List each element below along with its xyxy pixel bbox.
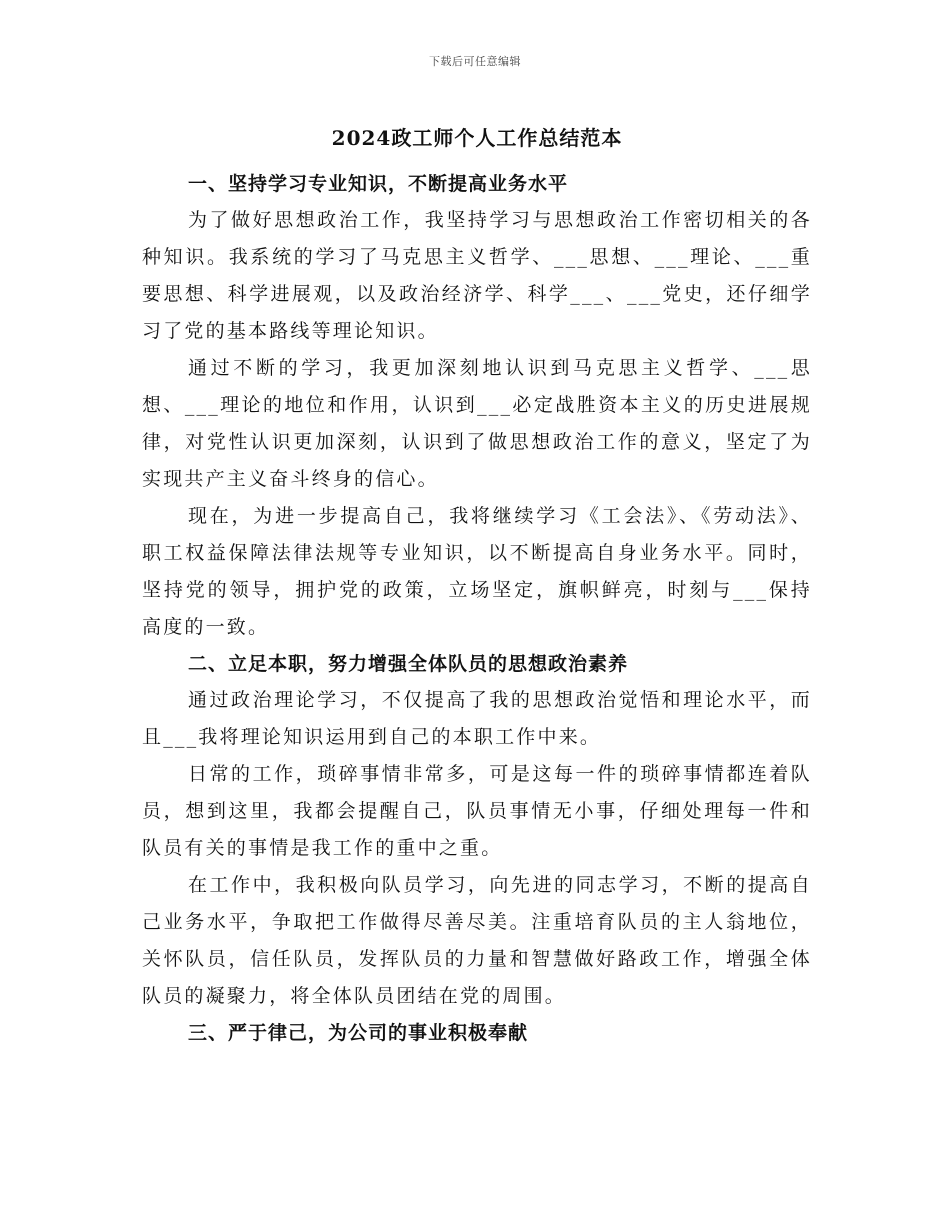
section-2-paragraph-3: 在工作中，我积极向队员学习，向先进的同志学习，不断的提高自己业务水平，争取把工作做得尽善尽美。注重培育队员的主人翁地位，关怀队员，信任队员，发挥队员的力量和智慧做好路政工作，增强全体队员的凝聚力，将全体队员团结在党的周围。 (142, 874, 812, 1007)
document-title: 2024政工师个人工作总结范本 (331, 126, 623, 150)
section-heading-3: 三、严于律己，为公司的事业积极奉献 (188, 1022, 529, 1044)
section-heading-2: 二、立足本职，努力增强全体队员的思想政治素养 (188, 653, 629, 675)
section-1-paragraph-3: 现在，为进一步提高自己，我将继续学习《工会法》、《劳动法》、职工权益保障法律法规等专业知识，以不断提高自身业务水平。同时，坚持党的领导，拥护党的政策，立场坚定，旗帜鲜亮，时刻与___保持高度的一致。 (142, 505, 812, 638)
section-1-paragraph-2: 通过不断的学习，我更加深刻地认识到马克思主义哲学、___思想、___理论的地位和作用，认识到___必定战胜资本主义的历史进展规律，对党性认识更加深刻，认识到了做思想政治工作的意义，坚定了为实现共产主义奋斗终身的信心。 (142, 357, 812, 490)
section-heading-1: 一、坚持学习专业知识，不断提高业务水平 (188, 173, 569, 195)
section-1-paragraph-1: 为了做好思想政治工作，我坚持学习与思想政治工作密切相关的各种知识。我系统的学习了马克思主义哲学、___思想、___理论、___重要思想、科学进展观，以及政治经济学、科学___、___党史，还仔细学习了党的基本路线等理论知识。 (142, 209, 812, 342)
section-2-paragraph-1: 通过政治理论学习，不仅提高了我的思想政治觉悟和理论水平，而且___我将理论知识运用到自己的本职工作中来。 (142, 689, 812, 748)
section-2-paragraph-2: 日常的工作，琐碎事情非常多，可是这每一件的琐碎事情都连着队员，想到这里，我都会提醒自己，队员事情无小事，仔细处理每一件和队员有关的事情是我工作的重中之重。 (142, 763, 812, 859)
document-body (142, 122, 812, 1051)
page-header-note: 下载后可任意编辑 (429, 55, 521, 68)
